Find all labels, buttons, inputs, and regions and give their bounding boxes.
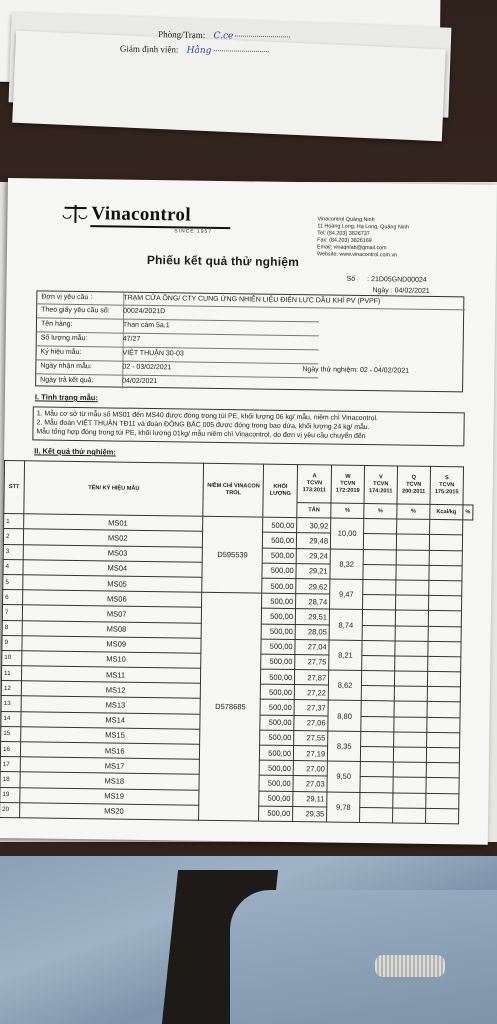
cell-sample-name: MS13 <box>21 696 201 714</box>
cell-v <box>362 655 395 671</box>
unit-q: Kcal/kg <box>430 504 463 520</box>
cell-q <box>395 641 428 657</box>
cell-sample-name: MS02 <box>23 529 203 547</box>
cell-s <box>429 535 462 551</box>
col-stt: STT <box>4 460 25 513</box>
cell-s <box>428 596 461 612</box>
company-line: 11 Hoàng Long, Hạ Long, Quảng Ninh <box>317 223 409 231</box>
cell-v <box>361 716 394 732</box>
cell-q <box>394 686 427 702</box>
col-w: W TCVN 172:2019 <box>331 465 364 503</box>
cell-a: 27,55 <box>294 730 328 746</box>
cell-v <box>363 534 396 550</box>
cell-a: 30,92 <box>297 518 331 534</box>
company-line: Email: vinaqnlab@gmail.com <box>317 244 387 252</box>
cell-weight: 500,00 <box>262 563 296 579</box>
sample-state-line: Mẫu tổng hợp đóng trong túi PE, khối lượng 01kg/ mẫu niêm chì Vinacontrol, do đơn vị yêu cầu chuyển đến <box>36 428 366 441</box>
cell-a: 28,05 <box>295 624 329 640</box>
cell-seal: D595539 <box>202 516 263 593</box>
cell-q <box>394 717 427 733</box>
cell-s <box>426 747 459 763</box>
cell-s <box>428 641 461 657</box>
cell-q <box>393 777 426 793</box>
inspector-label: Giám định viên: <box>119 43 179 55</box>
col-seal: NIÊM CHÌ VINACON TROL <box>203 463 264 517</box>
company-line: Vinacontrol Quảng Ninh <box>317 216 375 224</box>
test-result-document <box>0 178 497 845</box>
cell-w: 8,35 <box>327 731 360 762</box>
cell-v <box>361 731 394 747</box>
cell-v <box>364 519 397 535</box>
cell-weight: 500,00 <box>260 700 294 716</box>
cell-q <box>397 519 430 535</box>
cell-stt: 6 <box>3 590 23 605</box>
cell-w: 9,47 <box>330 579 363 610</box>
cell-weight: 500,00 <box>259 775 293 791</box>
cell-weight: 500,00 <box>261 669 295 685</box>
document-title: Phiếu kết quả thử nghiệm <box>146 252 300 270</box>
col-weight: KHỐI LƯỢNG <box>263 464 298 518</box>
cell-stt: 3 <box>3 544 23 559</box>
logo-text: Vinacontrol <box>91 203 192 226</box>
cell-weight: 500,00 <box>260 745 294 761</box>
cell-sample-name: MS06 <box>22 590 202 608</box>
info-row: Tên hàng: Than cám 5a.1 <box>40 320 170 330</box>
company-address <box>317 216 478 260</box>
col-a: A TCVN 173:2011 <box>297 465 331 503</box>
cell-v <box>360 807 393 823</box>
cell-v <box>361 701 394 717</box>
col-q: Q TCVN 200:2011 <box>397 466 430 504</box>
cell-a: 29,21 <box>296 563 330 579</box>
cell-q <box>396 550 429 566</box>
cell-weight: 500,00 <box>262 548 296 564</box>
scales-icon <box>62 203 88 225</box>
cell-weight: 500,00 <box>259 760 293 776</box>
cell-sample-name: MS01 <box>24 514 204 532</box>
cell-q <box>396 565 429 581</box>
unit-w: % <box>364 504 397 520</box>
col-sample-name: TÊN/ KÝ HIỆU MẪU <box>24 461 204 517</box>
cell-stt: 1 <box>4 514 24 529</box>
cell-sample-name: MS11 <box>21 666 201 684</box>
cell-a: 29,51 <box>295 609 329 625</box>
cell-s <box>428 611 461 627</box>
top-paper-labels <box>120 27 291 60</box>
cell-sample-name: MS14 <box>21 711 201 729</box>
cell-w: 8,74 <box>329 609 362 640</box>
cell-q <box>393 747 426 763</box>
cell-sample-name: MS03 <box>23 544 203 562</box>
cell-q <box>395 656 428 672</box>
cell-s <box>429 580 462 596</box>
cell-weight: 500,00 <box>259 806 293 822</box>
cell-a: 29,35 <box>293 806 327 822</box>
cell-sample-name: MS10 <box>22 651 202 669</box>
cell-a: 29,48 <box>297 533 331 549</box>
cell-v <box>361 686 394 702</box>
cell-a: 27,03 <box>293 776 327 792</box>
col-s: S TCVN 175:2015 <box>430 466 464 504</box>
cell-a: 27,00 <box>293 761 327 777</box>
cell-stt: 4 <box>3 559 23 574</box>
cell-v <box>360 792 393 808</box>
col-v: V TCVN 174:2011 <box>364 466 397 504</box>
cell-stt: 18 <box>0 772 20 787</box>
cell-sample-name: MS12 <box>21 681 201 699</box>
cell-q <box>396 580 429 596</box>
info-row: Ngày nhận mẫu: 02 - 03/02/2021 <box>40 362 172 372</box>
cell-stt: 20 <box>0 802 20 817</box>
cell-a: 29,11 <box>293 791 327 807</box>
cell-q <box>395 610 428 626</box>
test-date: Ngày thử nghiệm: 02 - 04/02/2021 <box>302 366 410 375</box>
sample-state-line: 1. Mẫu cơ sở từ mẫu số MS01 đến MS40 được đóng trong túi PE, khối lượng 06 kg/ mẫu, niêm chì Vinacontrol. <box>36 410 378 423</box>
company-line: Tel: (84.203) 3826737 <box>317 230 370 238</box>
cell-stt: 12 <box>1 681 21 696</box>
cell-w: 10,00 <box>330 518 363 549</box>
cell-a: 27,87 <box>295 670 329 686</box>
cell-v <box>360 746 393 762</box>
cell-sample-name: MS08 <box>22 620 202 638</box>
cell-w: 9,50 <box>327 761 360 792</box>
info-row: Số lượng mẫu: 47/27 <box>40 334 141 343</box>
cell-stt: 7 <box>2 605 22 620</box>
cell-stt: 2 <box>3 529 23 544</box>
cell-v <box>363 549 396 565</box>
cell-stt: 16 <box>0 741 20 756</box>
cell-weight: 500,00 <box>260 684 294 700</box>
document-number: Số : 21D05GND00024 <box>346 275 427 284</box>
cell-stt: 19 <box>0 787 20 802</box>
cell-s <box>429 565 462 581</box>
cell-weight: 500,00 <box>262 608 296 624</box>
cell-w: 9,78 <box>327 792 360 823</box>
cell-a: 28,74 <box>296 594 330 610</box>
ripped-jeans-tear <box>375 955 445 977</box>
unit-s: % <box>463 505 473 520</box>
cell-v <box>362 640 395 656</box>
cell-s <box>426 793 459 809</box>
cell-s <box>427 687 460 703</box>
section-results-title: II. Kết quả thử nghiệm: <box>34 446 116 457</box>
cell-weight: 500,00 <box>259 791 293 807</box>
cell-weight: 500,00 <box>262 578 296 594</box>
cell-a: 27,06 <box>294 715 328 731</box>
room-label: Phòng/Trạm: <box>158 29 206 40</box>
info-row: Ký hiệu mẫu: VIỆT THUẬN 30-03 <box>40 348 184 358</box>
cell-a: 27,75 <box>295 654 329 670</box>
info-row: Theo giấy yêu cầu số: 00024/2021D <box>41 306 166 316</box>
cell-a: 27,22 <box>294 685 328 701</box>
cell-v <box>362 671 395 687</box>
results-body <box>0 514 473 824</box>
cell-w: 8,21 <box>329 640 362 671</box>
cell-s <box>426 778 459 794</box>
cell-sample-name: MS07 <box>22 605 202 623</box>
info-row: Đơn vị yêu cầu : TRẠM CỬA ÔNG/ CTY CUNG ỨNG NHIÊN LIỆU ĐIỆN LỰC DẦU KHÍ PV (PVPF) <box>41 293 381 306</box>
cell-weight: 500,00 <box>263 532 297 548</box>
cell-v <box>363 564 396 580</box>
cell-w: 8,32 <box>330 549 363 580</box>
cell-v <box>362 610 395 626</box>
cell-stt: 13 <box>1 696 21 711</box>
cell-q <box>395 625 428 641</box>
cell-sample-name: MS16 <box>20 742 200 760</box>
document-date: Ngày : 04/02/2021 <box>372 287 430 295</box>
cell-weight: 500,00 <box>260 730 294 746</box>
cell-stt: 10 <box>2 650 22 665</box>
cell-sample-name: MS17 <box>20 757 200 775</box>
cell-q <box>393 762 426 778</box>
cell-stt: 5 <box>3 574 23 589</box>
cell-v <box>363 595 396 611</box>
cell-sample-name: MS15 <box>21 727 201 745</box>
unit-a: % <box>331 503 364 519</box>
cell-s <box>426 763 459 779</box>
logo-since: SINCE 1957 <box>174 228 213 235</box>
cell-weight: 500,00 <box>261 654 295 670</box>
cell-s <box>430 520 463 536</box>
cell-v <box>360 762 393 778</box>
cell-stt: 9 <box>2 635 22 650</box>
cell-stt: 14 <box>1 711 21 726</box>
company-line: Fax: (84.203) 3826169 <box>317 237 372 245</box>
sample-state-line: 2. Mẫu đoàn VIỆT THUẬN TĐ11 và đoàn ĐÔNG BẮC 005 được đóng trong bao dứa, khối lượng 24 kg/ mẫu. <box>36 419 370 432</box>
cell-weight: 500,00 <box>261 624 295 640</box>
unit-weight: TẤN <box>297 503 331 519</box>
cell-a: 27,04 <box>295 639 329 655</box>
cell-s <box>427 702 460 718</box>
cell-w: 8,80 <box>328 700 361 731</box>
cell-s <box>427 732 460 748</box>
cell-sample-name: MS20 <box>20 802 200 820</box>
cell-seal: D578685 <box>199 592 262 821</box>
cell-q <box>394 732 427 748</box>
cell-weight: 500,00 <box>261 639 295 655</box>
cell-weight: 500,00 <box>263 517 297 533</box>
cell-w: 8,62 <box>328 670 361 701</box>
cell-sample-name: MS19 <box>20 787 200 805</box>
room-value: C.ce <box>213 31 234 42</box>
cell-v <box>360 777 393 793</box>
cell-q <box>396 534 429 550</box>
cell-q <box>396 595 429 611</box>
cell-v <box>363 579 396 595</box>
company-line: Website: www.vinacontrol.com.vn <box>316 251 398 259</box>
cell-weight: 500,00 <box>260 715 294 731</box>
inspector-value: Hằng <box>186 45 212 57</box>
cell-s <box>427 671 460 687</box>
info-row: Ngày trả kết quả: 04/02/2021 <box>40 376 158 386</box>
cell-sample-name: MS09 <box>22 635 202 653</box>
cell-s <box>425 808 458 824</box>
cell-a: 29,24 <box>296 548 330 564</box>
request-info-box <box>35 290 464 392</box>
cell-stt: 17 <box>0 757 20 772</box>
cell-sample-name: MS05 <box>23 575 203 593</box>
cell-q <box>394 671 427 687</box>
cell-stt: 11 <box>1 666 21 681</box>
cell-a: 29,62 <box>296 578 330 594</box>
vinacontrol-logo <box>62 203 213 235</box>
sample-state-box <box>32 406 464 446</box>
cell-s <box>429 550 462 566</box>
cell-s <box>428 656 461 672</box>
jeans-knee <box>230 890 497 1024</box>
cell-q <box>393 808 426 824</box>
cell-sample-name: MS18 <box>20 772 200 790</box>
cell-a: 27,37 <box>294 700 328 716</box>
cell-v <box>362 625 395 641</box>
cell-q <box>393 792 426 808</box>
cell-stt: 8 <box>2 620 22 635</box>
cell-stt: 15 <box>1 726 21 741</box>
cell-a: 27,19 <box>294 746 328 762</box>
section-sample-state-title: I. Tình trạng mẫu: <box>34 392 98 403</box>
unit-v: % <box>397 504 430 520</box>
cell-q <box>394 701 427 717</box>
cell-s <box>427 717 460 733</box>
cell-weight: 500,00 <box>262 593 296 609</box>
cell-sample-name: MS04 <box>23 559 203 577</box>
results-table <box>0 460 474 824</box>
cell-s <box>428 626 461 642</box>
